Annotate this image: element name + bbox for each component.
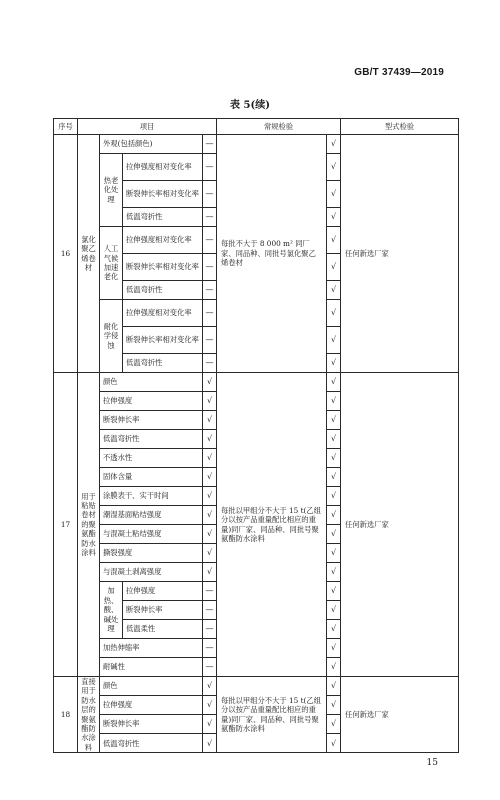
item-label: 与混凝土粘结强度 [100,525,203,544]
sub-item-label: 拉伸强度 [123,582,203,601]
sub-item-label: 低温弯折性 [123,281,203,300]
table-row [54,373,459,392]
routine-mark: — [203,208,217,227]
header-routine: 常规检验 [217,119,341,135]
routine-mark: √ [203,468,217,487]
type-mark: √ [327,582,341,601]
type-mark: √ [327,506,341,525]
item-label: 断裂伸长率 [100,715,203,734]
type-mark: √ [327,411,341,430]
routine-mark: √ [203,525,217,544]
row-seq: 18 [54,677,78,753]
inspection-table [53,118,459,753]
item-label: 外观(包括颜色) [100,135,203,154]
routine-mark: √ [203,373,217,392]
routine-mark: √ [203,563,217,582]
routine-mark: — [203,300,217,327]
item-label: 低温弯折性 [100,734,203,753]
routine-mark: √ [203,411,217,430]
routine-mark: √ [203,506,217,525]
type-applicability: 任何新选厂家 [341,135,459,373]
item-label: 撕裂强度 [100,544,203,563]
type-mark: √ [327,135,341,154]
item-label: 颜色 [100,677,203,696]
type-mark: √ [327,658,341,677]
routine-mark: — [203,254,217,281]
type-mark: √ [327,487,341,506]
header-seq: 序号 [54,119,78,135]
table-header-row [54,119,459,135]
type-mark: √ [327,544,341,563]
item-label: 拉伸强度 [100,392,203,411]
item-label: 拉伸强度 [100,696,203,715]
table-row [54,677,459,696]
type-mark: √ [327,354,341,373]
table-caption: 表 5(续) [230,100,270,111]
sub-item-label: 断裂伸长率相对变化率 [123,254,203,281]
type-mark: √ [327,327,341,354]
item-label: 颜色 [100,373,203,392]
item-group-label: 热老化处理 [100,154,123,227]
routine-mark: — [203,181,217,208]
sub-item-label: 低温柔性 [123,620,203,639]
header-type: 型式检验 [341,119,459,135]
routine-mark: √ [203,430,217,449]
item-label: 与混凝土剥离强度 [100,563,203,582]
type-mark: √ [327,208,341,227]
routine-mark: — [203,135,217,154]
type-applicability: 任何新选厂家 [341,677,459,753]
type-mark: √ [327,181,341,208]
routine-mark: √ [203,715,217,734]
page-number: 15 [426,758,438,768]
routine-mark: √ [203,544,217,563]
routine-mark: — [203,658,217,677]
routine-mark: √ [203,677,217,696]
row-seq: 17 [54,373,78,677]
item-label: 固体含量 [100,468,203,487]
sub-item-label: 拉伸强度相对变化率 [123,154,203,181]
sub-item-label: 低温弯折性 [123,354,203,373]
routine-mark: √ [203,392,217,411]
type-mark: √ [327,620,341,639]
type-mark: √ [327,227,341,254]
item-label: 不透水性 [100,449,203,468]
routine-mark: — [203,620,217,639]
item-label: 耐碱性 [100,658,203,677]
item-label: 加热伸缩率 [100,639,203,658]
sub-item-label: 断裂伸长率相对变化率 [123,327,203,354]
standard-code: GB/T 37439—2019 [354,67,444,78]
routine-batch-rule: 每批以甲组分不大于 15 t(乙组分以按产品重量配比相应的重量)同厂家、同品种、同批号聚氨酯防水涂料 [217,373,327,677]
routine-mark: √ [203,449,217,468]
item-label: 低温弯折性 [100,430,203,449]
type-mark: √ [327,563,341,582]
row-product: 用于粘贴卷材的聚氨酯防水涂料 [78,373,100,677]
row-product: 直接用于防水层的聚氨酯防水涂料 [78,677,100,753]
sub-item-label: 低温弯折性 [123,208,203,227]
header-item: 项目 [78,119,217,135]
type-mark: √ [327,696,341,715]
item-label: 断裂伸长率 [100,411,203,430]
routine-mark: — [203,639,217,658]
sub-item-label: 断裂伸长率 [123,601,203,620]
type-mark: √ [327,525,341,544]
table-row [54,135,459,154]
type-mark: √ [327,281,341,300]
type-mark: √ [327,677,341,696]
type-mark: √ [327,373,341,392]
item-label: 涂膜表干、实干时间 [100,487,203,506]
type-mark: √ [327,430,341,449]
type-applicability: 任何新选厂家 [341,373,459,677]
item-label: 潮湿基面粘结强度 [100,506,203,525]
item-group-label: 耐化学侵蚀 [100,300,123,373]
routine-batch-rule: 每批以甲组分不大于 15 t(乙组分以按产品重量配比相应的重量)同厂家、同品种、同批号聚氨酯防水涂料 [217,677,327,753]
routine-mark: — [203,227,217,254]
type-mark: √ [327,154,341,181]
sub-item-label: 拉伸强度相对变化率 [123,227,203,254]
routine-mark: — [203,354,217,373]
routine-batch-rule: 每批不大于 8 000 m² 同厂家、同品种、同批号氯化聚乙烯卷材 [217,135,327,373]
routine-mark: — [203,154,217,181]
routine-mark: — [203,582,217,601]
type-mark: √ [327,639,341,658]
type-mark: √ [327,300,341,327]
item-group-label: 人工气候加速老化 [100,227,123,300]
sub-item-label: 断裂伸长率相对变化率 [123,181,203,208]
row-product: 氯化聚乙烯卷材 [78,135,100,373]
type-mark: √ [327,734,341,753]
routine-mark: √ [203,734,217,753]
item-group-label: 加热、酸、碱处理 [100,582,123,639]
routine-mark: — [203,281,217,300]
routine-mark: √ [203,696,217,715]
type-mark: √ [327,601,341,620]
routine-mark: — [203,327,217,354]
routine-mark: — [203,601,217,620]
type-mark: √ [327,254,341,281]
table-body [54,135,459,753]
type-mark: √ [327,468,341,487]
routine-mark: √ [203,487,217,506]
sub-item-label: 拉伸强度相对变化率 [123,300,203,327]
type-mark: √ [327,715,341,734]
type-mark: √ [327,392,341,411]
type-mark: √ [327,449,341,468]
row-seq: 16 [54,135,78,373]
